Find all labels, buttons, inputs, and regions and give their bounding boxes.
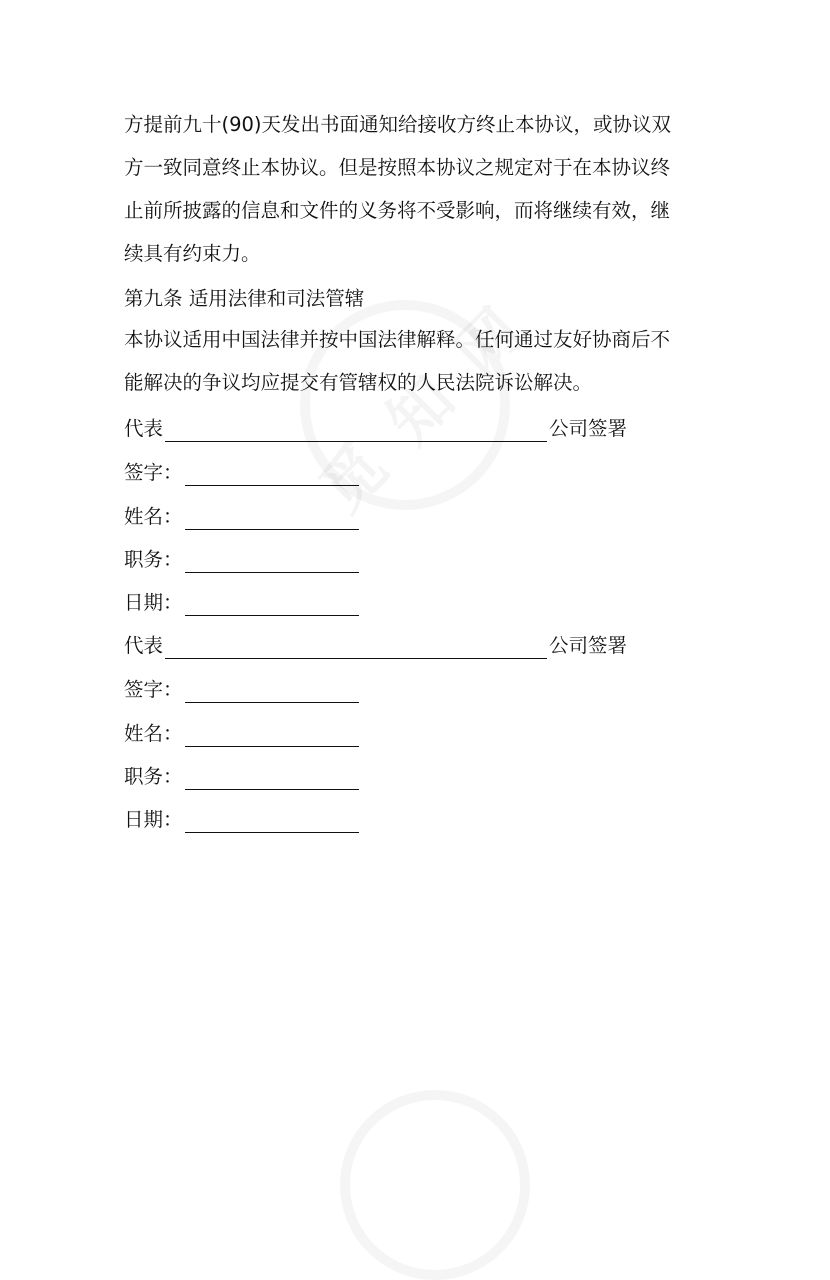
date-blank[interactable] <box>185 595 359 616</box>
title-label: 职务： <box>124 548 183 571</box>
date-line <box>124 807 359 833</box>
title-line <box>124 764 359 790</box>
name-blank[interactable] <box>185 509 359 530</box>
title-blank[interactable] <box>185 552 359 573</box>
signature-label: 签字： <box>124 461 183 484</box>
date-blank[interactable] <box>185 812 359 833</box>
signature-line <box>124 677 359 703</box>
date-line <box>124 590 359 616</box>
company-name-blank[interactable] <box>165 421 547 442</box>
name-label: 姓名： <box>124 722 183 745</box>
date-label: 日期： <box>124 808 183 831</box>
representative-line <box>124 416 627 442</box>
signature-line <box>124 460 359 486</box>
name-blank[interactable] <box>185 726 359 747</box>
representative-line <box>124 633 627 659</box>
article-heading: 第九条 适用法律和司法管辖 <box>124 287 365 310</box>
paragraph-termination <box>124 103 724 275</box>
date-label: 日期： <box>124 591 183 614</box>
name-line <box>124 504 359 530</box>
paragraph-line: 续具有约束力。 <box>124 242 261 265</box>
signature-blank[interactable] <box>185 465 359 486</box>
paragraph-line: 方一致同意终止本协议。但是按照本协议之规定对于在本协议终 <box>124 156 671 179</box>
paragraph-line: 方提前九十(90)天发出书面通知给接收方终止本协议，或协议双 <box>124 113 672 136</box>
title-label: 职务： <box>124 765 183 788</box>
name-line <box>124 721 359 747</box>
paragraph-line: 止前所披露的信息和文件的义务将不受影响，而将继续有效，继 <box>124 199 671 222</box>
signature-blank[interactable] <box>185 682 359 703</box>
company-name-blank[interactable] <box>165 638 547 659</box>
title-blank[interactable] <box>185 769 359 790</box>
signature-label: 签字： <box>124 678 183 701</box>
representative-prefix: 代表 <box>124 634 164 657</box>
representative-prefix: 代表 <box>124 417 164 440</box>
paragraph-line: 能解决的争议均应提交有管辖权的人民法院诉讼解决。 <box>124 371 593 394</box>
name-label: 姓名： <box>124 505 183 528</box>
watermark-seal-bottom <box>340 1090 530 1280</box>
paragraph-line: 本协议适用中国法律并按中国法律解释。任何通过友好协商后不 <box>124 328 671 351</box>
representative-suffix: 公司签署 <box>549 417 628 440</box>
paragraph-governing-law <box>124 318 724 404</box>
title-line <box>124 547 359 573</box>
representative-suffix: 公司签署 <box>549 634 628 657</box>
